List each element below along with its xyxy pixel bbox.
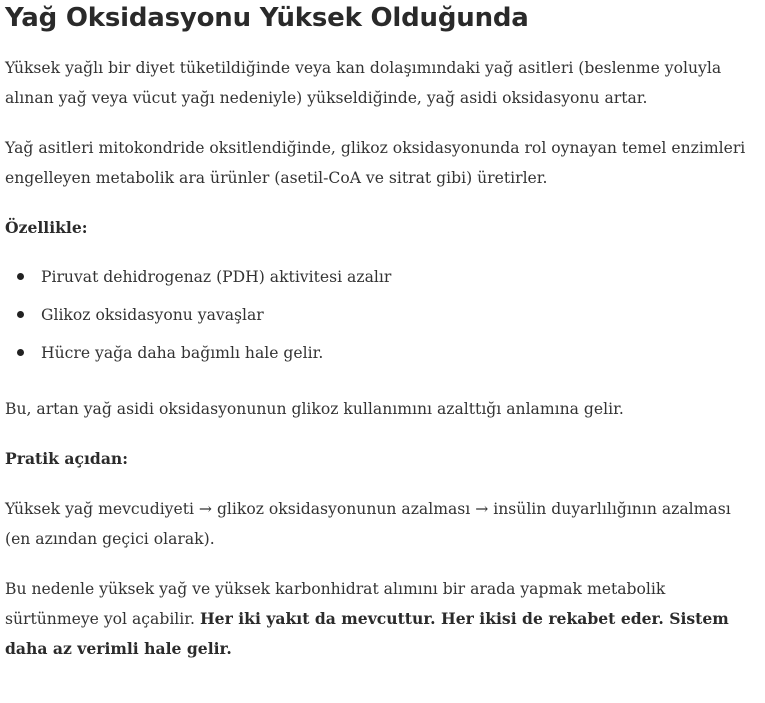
conclusion-text: Bu nedenle yüksek yağ ve yüksek karbonhidrat alımını bir arada yapmak metabolik sürtünmeye yol açabilir.	[5, 580, 666, 628]
paragraph-practical-chain: Yüksek yağ mevcudiyeti → glikoz oksidasyonunun azalması → insülin duyarlılığının azalması (en azından geçici olarak).	[5, 500, 731, 548]
bullet-icon	[17, 311, 24, 318]
label-specifically-text: Özellikle:	[5, 218, 88, 237]
list-item	[5, 300, 750, 338]
effects-list	[5, 262, 750, 376]
bullet-icon	[17, 273, 24, 280]
label-practical	[5, 444, 750, 474]
conclusion-bold-text: Her iki yakıt da mevcuttur. Her ikisi de rekabet eder. Sistem daha az verimli hale gelir.	[5, 609, 729, 658]
list-item-text: Glikoz oksidasyonu yavaşlar	[41, 306, 264, 324]
bullet-icon	[17, 349, 24, 356]
list-item-text: Hücre yağa daha bağımlı hale gelir.	[41, 344, 324, 362]
article	[5, 0, 750, 664]
paragraph-conclusion	[5, 574, 750, 664]
label-specifically	[5, 213, 750, 243]
paragraph-mitochondria: Yağ asitleri mitokondride oksitlendiğinde, glikoz oksidasyonunda rol oynayan temel enzimleri engelleyen metabolik ara ürünler (asetil-CoA ve sitrat gibi) üretirler.	[5, 139, 746, 187]
label-practical-text: Pratik açıdan:	[5, 449, 129, 468]
list-item	[5, 338, 750, 376]
list-item-text: Piruvat dehidrogenaz (PDH) aktivitesi azalır	[41, 268, 392, 286]
list-item	[5, 262, 750, 300]
page-title: Yağ Oksidasyonu Yüksek Olduğunda	[5, 3, 529, 33]
paragraph-meaning: Bu, artan yağ asidi oksidasyonunun glikoz kullanımını azalttığı anlamına gelir.	[5, 400, 624, 418]
paragraph-fat-oxidation-increase: Yüksek yağlı bir diyet tüketildiğinde veya kan dolaşımındaki yağ asitleri (beslenme yoluyla alınan yağ veya vücut yağı nedeniyle) yükseldiğinde, yağ asidi oksidasyonu artar.	[5, 59, 722, 107]
